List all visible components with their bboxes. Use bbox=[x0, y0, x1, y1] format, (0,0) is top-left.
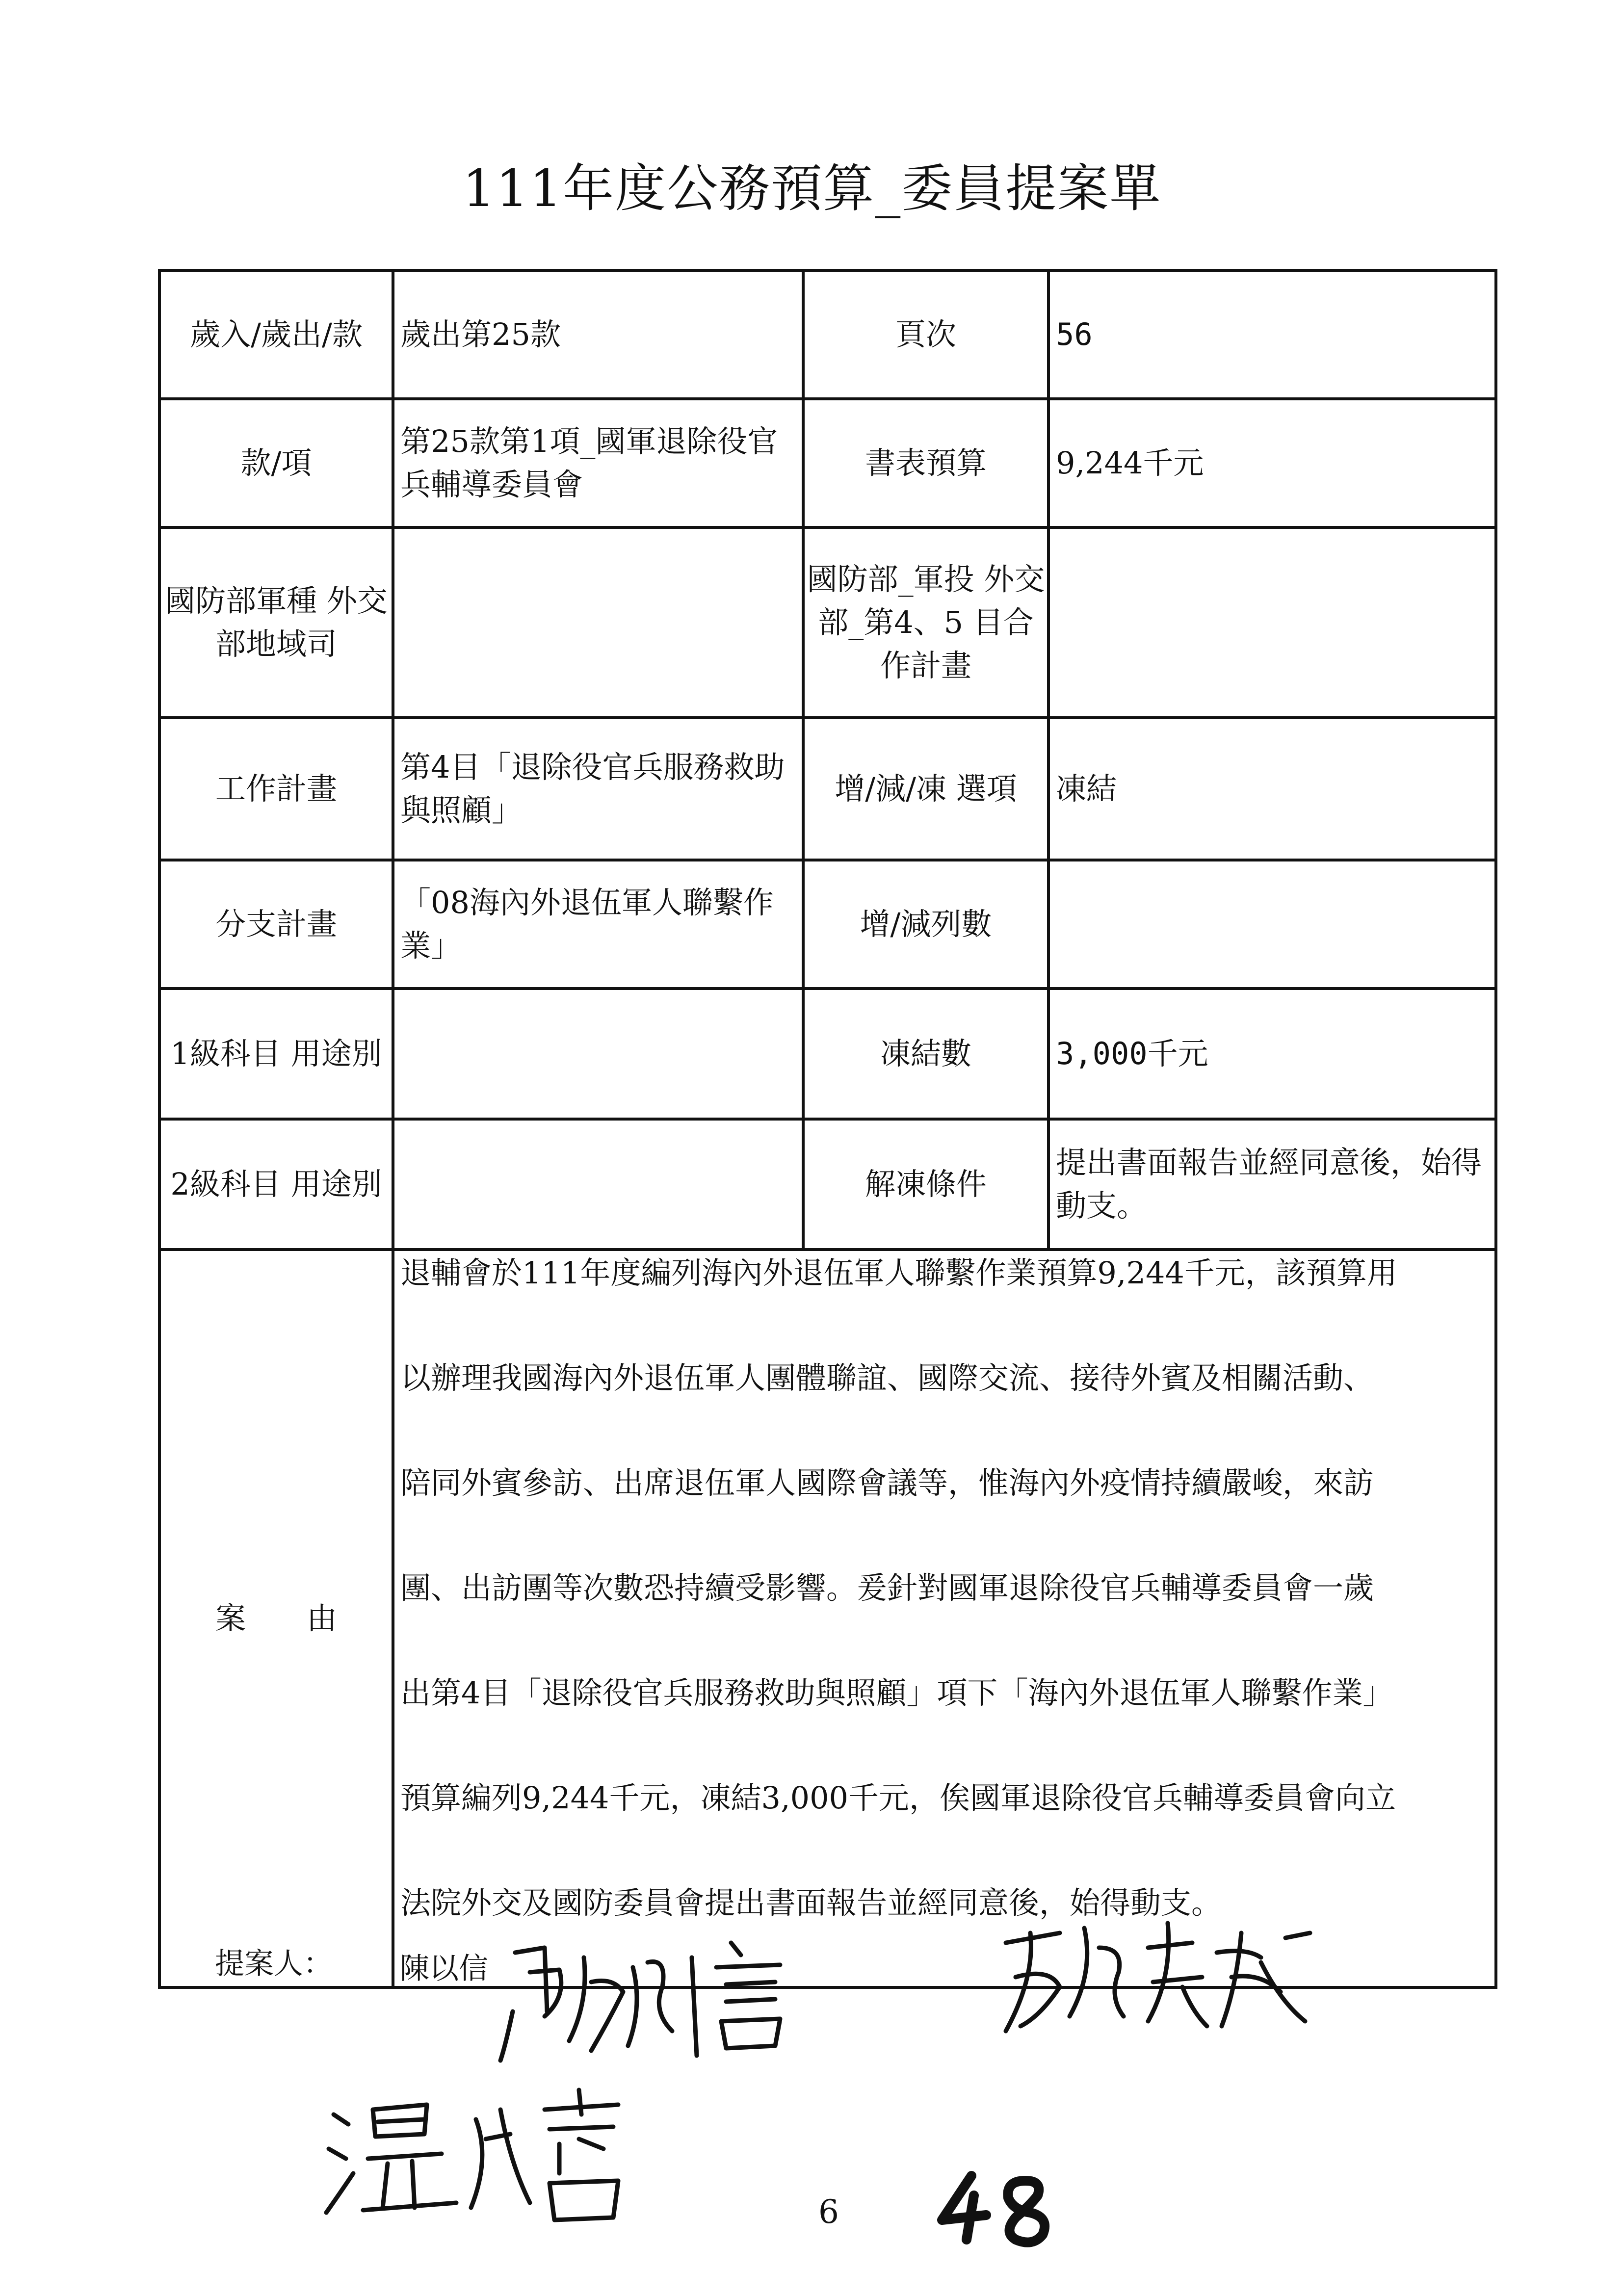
table-row bbox=[159, 718, 1496, 860]
label-cell: 款/項 bbox=[159, 399, 393, 527]
proposal-form-table bbox=[158, 269, 1497, 1989]
label-cell: 國防部_軍投 外交部_第4、5 目合作計畫 bbox=[803, 527, 1048, 718]
reason-line: 退輔會於111年度編列海內外退伍軍人聯繫作業預算9,244千元，該預算用 bbox=[400, 1255, 1397, 1291]
reason-line: 以辦理我國海內外退伍軍人團體聯誼、國際交流、接待外賓及相關活動、 bbox=[400, 1360, 1374, 1396]
reason-label-text: 案 由 bbox=[215, 1600, 337, 1636]
value-cell bbox=[1048, 860, 1496, 989]
reason-line: 法院外交及國防委員會提出書面報告並經同意後，始得動支。 bbox=[400, 1885, 1222, 1921]
value-cell: 第25款第1項_國軍退除役官兵輔導委員會 bbox=[393, 399, 803, 527]
page-number: 6 bbox=[818, 2193, 839, 2231]
value-cell: 第4目「退除役官兵服務救助與照顧」 bbox=[393, 718, 803, 860]
proposer-name: 陳以信 bbox=[400, 1952, 488, 1986]
signature-chiu-ching-pin bbox=[986, 1904, 1339, 2065]
label-cell: 工作計畫 bbox=[159, 718, 393, 860]
handwritten-page-number bbox=[932, 2166, 1060, 2249]
reason-text bbox=[394, 1251, 1494, 1986]
label-cell: 頁次 bbox=[803, 270, 1048, 399]
label-cell: 增/減列數 bbox=[803, 860, 1048, 989]
form-title: 111年度公務預算_委員提案單 bbox=[462, 158, 1162, 218]
reason-line: 出第4目「退除役官兵服務救助與照顧」項下「海內外退伍軍人聯繫作業」 bbox=[400, 1675, 1393, 1711]
value-cell bbox=[393, 527, 803, 718]
signature-chen-yi-hsin bbox=[486, 1928, 859, 2080]
value-cell: 提出書面報告並經同意後，始得動支。 bbox=[1048, 1119, 1496, 1250]
value-cell: 9,244千元 bbox=[1048, 399, 1496, 527]
value-cell bbox=[393, 989, 803, 1119]
table-row bbox=[159, 270, 1496, 399]
reason-text-cell bbox=[393, 1250, 1496, 1987]
table-row bbox=[159, 860, 1496, 989]
label-cell: 歲入/歲出/款 bbox=[159, 270, 393, 399]
table-row bbox=[159, 527, 1496, 718]
reason-label bbox=[159, 1250, 393, 1987]
label-cell: 分支計畫 bbox=[159, 860, 393, 989]
reason-line: 陪同外賓參訪、出席退伍軍人國際會議等，惟海內外疫情持續嚴峻，來訪 bbox=[400, 1465, 1374, 1501]
table-row bbox=[159, 399, 1496, 527]
label-cell: 解凍條件 bbox=[803, 1119, 1048, 1250]
value-cell: 歲出第25款 bbox=[393, 270, 803, 399]
label-cell: 國防部軍種 外交部地域司 bbox=[159, 527, 393, 718]
value-cell bbox=[393, 1119, 803, 1250]
reason-line: 預算編列9,244千元，凍結3,000千元，俟國軍退除役官兵輔導委員會向立 bbox=[400, 1780, 1396, 1816]
label-cell: 增/減/凍 選項 bbox=[803, 718, 1048, 860]
reason-line: 團、出訪團等次數恐持續受影響。爰針對國軍退除役官兵輔導委員會一歲 bbox=[400, 1570, 1374, 1606]
label-cell: 2級科目 用途別 bbox=[159, 1119, 393, 1250]
reason-row bbox=[159, 1250, 1496, 1987]
value-cell: 56 bbox=[1048, 270, 1496, 399]
table-row bbox=[159, 989, 1496, 1119]
value-cell: 「08海內外退伍軍人聯繫作業」 bbox=[393, 860, 803, 989]
value-cell: 3,000千元 bbox=[1048, 989, 1496, 1119]
value-cell bbox=[1048, 527, 1496, 718]
proposer-label: 提案人： bbox=[215, 1947, 333, 1981]
label-cell: 1級科目 用途別 bbox=[159, 989, 393, 1119]
label-cell: 凍結數 bbox=[803, 989, 1048, 1119]
label-cell: 書表預算 bbox=[803, 399, 1048, 527]
table-row bbox=[159, 1119, 1496, 1250]
signature-wen-yu-hsia bbox=[314, 2080, 657, 2242]
value-cell: 凍結 bbox=[1048, 718, 1496, 860]
